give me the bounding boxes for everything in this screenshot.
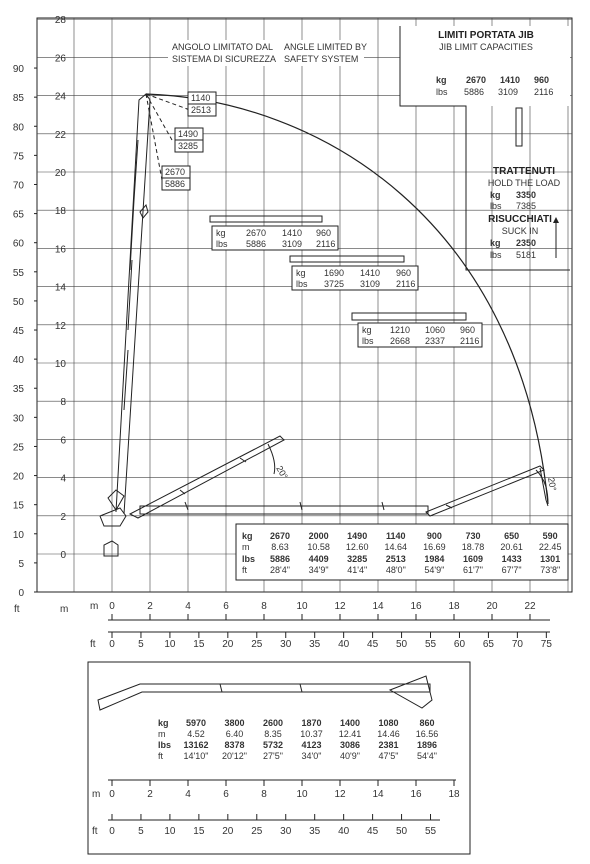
svg-text:1410: 1410 — [282, 228, 303, 238]
lower-x-ft-tick: 40 — [338, 826, 350, 837]
jib-title-en: JIB LIMIT CAPACITIES — [439, 42, 533, 52]
lower-x-ft-tick: 35 — [309, 826, 321, 837]
angle-label-tip: 20° — [546, 476, 559, 492]
mid-box-2 — [292, 266, 418, 290]
svg-text:2337: 2337 — [425, 336, 446, 346]
x-ft-tick: 15 — [193, 639, 205, 650]
svg-text:1060: 1060 — [425, 325, 446, 335]
y-m-unit: m — [60, 604, 69, 615]
tip-load-1140 — [188, 92, 216, 116]
boom-tip — [426, 466, 544, 516]
main-table-cell: 590 — [542, 531, 558, 541]
lower-x-m-tick: 18 — [448, 789, 460, 800]
lower-table-cell: 47'5" — [378, 751, 399, 761]
svg-text:960: 960 — [534, 75, 550, 85]
jib-panel — [400, 26, 570, 270]
boom-level-2 — [290, 256, 404, 262]
y-ft-tick: 35 — [12, 384, 24, 396]
y-m-tick: 10 — [54, 359, 66, 370]
lower-table-cell: 5732 — [262, 740, 284, 750]
lower-table-cell: 4.52 — [187, 729, 205, 739]
y-ft-tick: 85 — [12, 93, 24, 105]
y-m-tick: 16 — [54, 244, 66, 256]
lower-x-m-tick: 10 — [296, 789, 308, 800]
y-m-tick: 8 — [60, 397, 66, 409]
y-ft-tick: 45 — [12, 326, 24, 338]
x-ft-tick: 55 — [424, 639, 437, 650]
lower-table-cell: 2600 — [262, 718, 284, 728]
main-table-cell: 5886 — [269, 554, 291, 564]
y-m-tick: 0 — [60, 550, 66, 561]
mid-box-1 — [212, 226, 338, 250]
y-m-tick: 12 — [54, 320, 66, 332]
main-table-cell: 2000 — [308, 531, 329, 541]
svg-text:lbs: lbs — [362, 336, 374, 346]
lower-x-ft-tick: 50 — [395, 826, 408, 837]
x-ft-tick: 20 — [222, 639, 234, 650]
y-m-tick: 18 — [54, 206, 66, 218]
main-table-cell: 10.58 — [307, 542, 330, 552]
y-m-tick: 14 — [54, 282, 66, 294]
lower-x-ft-tick: 20 — [222, 826, 234, 837]
main-table-row-label: ft — [242, 565, 248, 575]
svg-text:2670: 2670 — [165, 167, 186, 177]
boom-level-1 — [210, 216, 322, 222]
lower-table-cell: 16.56 — [415, 729, 439, 739]
y-ft-tick: 10 — [12, 529, 24, 541]
lower-ft-unit: ft — [92, 826, 98, 837]
y-ft-tick: 5 — [18, 558, 24, 570]
svg-text:5886: 5886 — [165, 179, 186, 189]
svg-text:2116: 2116 — [534, 87, 554, 97]
main-table-cell: 41'4" — [347, 565, 368, 575]
lower-x-ft-tick: 55 — [424, 826, 437, 837]
lower-table-cell: 5970 — [185, 718, 207, 728]
main-table-cell: 3285 — [347, 554, 368, 564]
lower-table-cell: 8.35 — [264, 729, 282, 739]
svg-text:kg: kg — [296, 268, 306, 278]
main-table-cell: 730 — [465, 531, 481, 541]
lower-x-ft-tick: 30 — [280, 826, 292, 837]
y-m-tick: 28 — [54, 15, 66, 27]
main-table-cell: 1301 — [540, 554, 561, 564]
x-ft-tick: 70 — [511, 639, 523, 650]
x-ft-tick: 0 — [109, 639, 115, 650]
x-m-tick: 4 — [185, 601, 191, 612]
x-ft-tick: 10 — [164, 639, 176, 650]
lower-table-cell: 3086 — [339, 740, 361, 750]
lower-table-cell: 1400 — [339, 718, 361, 728]
y-ft-tick: 0 — [18, 588, 24, 599]
angle-label-raised: 20° — [274, 464, 290, 481]
svg-text:5886: 5886 — [246, 239, 267, 249]
lower-x-ft-tick: 15 — [193, 826, 205, 837]
main-table-cell: 650 — [504, 531, 520, 541]
angle-limit-en-2: SAFETY SYSTEM — [284, 54, 359, 64]
svg-text:1490: 1490 — [178, 129, 199, 139]
svg-text:3109: 3109 — [360, 279, 381, 289]
boom-drawings — [98, 62, 559, 710]
main-table-cell: 1984 — [424, 554, 445, 564]
x-m-tick: 2 — [147, 601, 153, 612]
x-m-tick: 8 — [261, 601, 267, 612]
svg-text:lbs: lbs — [490, 201, 502, 211]
x-m-tick: 14 — [372, 601, 384, 612]
svg-text:960: 960 — [396, 268, 412, 278]
x-m-tick: 22 — [524, 601, 536, 612]
main-table-row-label: m — [242, 542, 250, 552]
lower-m-unit: m — [92, 789, 101, 800]
x-ft-unit: ft — [90, 639, 96, 650]
hold-title-en: HOLD THE LOAD — [487, 178, 561, 188]
x-ft-tick: 75 — [540, 639, 552, 650]
main-table-cell: 20.61 — [500, 542, 523, 552]
svg-text:1410: 1410 — [500, 75, 521, 85]
main-table-cell: 12.60 — [345, 542, 369, 552]
main-table-cell: 1140 — [386, 531, 406, 541]
y-ft-tick: 15 — [12, 500, 24, 512]
main-table-row-label: kg — [242, 531, 253, 541]
x-m-tick: 20 — [486, 601, 498, 612]
y-m-tick: 22 — [54, 129, 66, 141]
y-ft-unit: ft — [14, 604, 20, 615]
svg-text:2668: 2668 — [390, 336, 411, 346]
x-ft-tick: 25 — [251, 639, 263, 650]
main-table-cell: 18.78 — [461, 542, 485, 552]
lower-table-cell: 1870 — [301, 718, 322, 728]
lower-table-cell: 14.46 — [377, 729, 400, 739]
svg-text:1690: 1690 — [324, 268, 345, 278]
y-ft-tick: 50 — [12, 296, 24, 308]
main-table-cell: 1433 — [501, 554, 522, 564]
lower-table-cell: 860 — [419, 718, 435, 728]
svg-text:3109: 3109 — [282, 239, 303, 249]
svg-text:2513: 2513 — [191, 105, 212, 115]
svg-text:lbs: lbs — [490, 250, 502, 260]
y-ft-tick: 70 — [12, 180, 24, 192]
main-table-cell: 54'9" — [424, 565, 445, 575]
lower-table-cell: 8378 — [224, 740, 245, 750]
main-table-cell: 48'0" — [385, 565, 406, 575]
lower-table-cell: 20'12" — [222, 751, 247, 761]
svg-text:2116: 2116 — [396, 279, 416, 289]
lower-x-ft-tick: 0 — [109, 826, 115, 837]
svg-text:lbs: lbs — [296, 279, 308, 289]
svg-text:kg: kg — [362, 325, 372, 335]
main-table-cell: 28'4" — [270, 565, 290, 575]
lower-x-m-tick: 2 — [147, 789, 153, 800]
y-m-tick: 4 — [60, 473, 66, 485]
y-m-tick: 24 — [54, 91, 66, 103]
y-ft-tick: 55 — [12, 267, 24, 279]
lower-x-ft-tick: 5 — [138, 826, 144, 837]
lower-table-cell: 27'5" — [263, 751, 283, 761]
main-table-cell: 22.45 — [538, 542, 562, 552]
x-ft-tick: 50 — [395, 639, 408, 650]
lower-table-cell: 40'9" — [340, 751, 360, 761]
svg-text:1210: 1210 — [390, 325, 411, 335]
svg-text:3285: 3285 — [178, 141, 199, 151]
main-capacity-table — [236, 524, 568, 580]
lower-table-cell: 3800 — [224, 718, 245, 728]
lower-table-cell: 6.40 — [225, 729, 244, 739]
lower-x-m-tick: 4 — [185, 789, 191, 800]
y-ft-tick: 40 — [12, 355, 24, 367]
svg-text:1410: 1410 — [360, 268, 381, 278]
y-ft-tick: 60 — [12, 238, 24, 250]
x-ft-tick: 5 — [138, 639, 144, 650]
main-table-cell: 900 — [426, 531, 442, 541]
x-m-tick: 12 — [334, 601, 346, 612]
boom-horizontal — [140, 506, 428, 514]
svg-text:2350: 2350 — [516, 238, 537, 248]
lower-table-cell: 1080 — [378, 718, 399, 728]
y-ft-tick: 80 — [12, 122, 24, 134]
x-ft-tick: 35 — [309, 639, 321, 650]
suck-title-it: RISUCCHIATI — [488, 214, 552, 225]
main-table-row-label: lbs — [242, 554, 256, 564]
svg-text:kg: kg — [436, 75, 447, 85]
main-table-cell: 34'9" — [308, 565, 329, 575]
lower-table-cell: 13162 — [183, 740, 209, 750]
jib-title-it: LIMITI PORTATA JIB — [438, 30, 534, 41]
y-m-tick: 26 — [54, 53, 66, 65]
lower-x-m-tick: 12 — [334, 789, 346, 800]
main-table-cell: 2670 — [269, 531, 291, 541]
y-m-tick: 20 — [54, 168, 66, 179]
y-ft-tick: 90 — [12, 64, 24, 76]
main-table-cell: 67'7" — [501, 565, 522, 575]
angle-limit-it-2: SISTEMA DI SICUREZZA — [172, 54, 277, 64]
angle-limit-it-1: ANGOLO LIMITATO DAL — [172, 42, 274, 52]
svg-text:7385: 7385 — [516, 201, 537, 211]
lower-x-m-tick: 0 — [109, 789, 115, 800]
mid-box-3 — [358, 323, 482, 347]
angle-limit-en-1: ANGLE LIMITED BY — [284, 42, 368, 52]
x-m-tick: 18 — [448, 601, 460, 612]
lower-table-cell: 34'0" — [301, 751, 322, 761]
lower-table-cell: 2381 — [378, 740, 399, 750]
svg-text:5886: 5886 — [464, 87, 485, 97]
main-table-cell: 16.69 — [423, 542, 446, 552]
main-table-cell: 8.63 — [271, 542, 289, 552]
main-table-cell: 4409 — [308, 554, 329, 564]
svg-text:2116: 2116 — [316, 239, 336, 249]
lower-x-m-tick: 8 — [261, 789, 267, 800]
hold-title-it: TRATTENUTI — [492, 166, 556, 177]
reach-envelope-arc — [146, 94, 548, 504]
jib-sketch-vertical — [516, 108, 522, 146]
x-ft-tick: 60 — [453, 639, 466, 650]
svg-text:3725: 3725 — [324, 279, 345, 289]
svg-text:1140: 1140 — [191, 93, 211, 103]
lower-table-cell: 14'10" — [183, 751, 209, 761]
lower-table-cell: 4123 — [301, 740, 322, 750]
x-m-tick: 10 — [296, 601, 308, 612]
x-ft-tick: 65 — [482, 639, 494, 650]
lower-x-m-tick: 14 — [372, 789, 384, 800]
main-table-cell: 2513 — [385, 554, 406, 564]
boom-level-3 — [352, 313, 466, 320]
svg-text:5181: 5181 — [516, 250, 537, 260]
crane-base — [100, 490, 126, 556]
lower-x-m-tick: 16 — [410, 789, 422, 800]
y-m-tick: 6 — [60, 435, 66, 447]
svg-text:kg: kg — [490, 238, 501, 248]
lower-x-ft-tick: 45 — [367, 826, 379, 837]
lower-table-row-label: ft — [158, 751, 164, 761]
suck-title-en: SUCK IN — [501, 226, 539, 236]
svg-text:kg: kg — [216, 228, 226, 238]
x-ft-tick: 45 — [367, 639, 379, 650]
labels — [162, 26, 570, 492]
lower-chart — [88, 662, 470, 854]
y-ft-tick: 25 — [12, 442, 24, 454]
svg-text:lbs: lbs — [436, 87, 448, 97]
svg-text:3109: 3109 — [498, 87, 519, 97]
lower-table-row-label: m — [158, 729, 166, 739]
lower-table-cell: 54'4" — [417, 751, 437, 761]
svg-text:2670: 2670 — [246, 228, 267, 238]
tip-load-2670 — [162, 166, 190, 190]
lower-table-row-label: lbs — [158, 740, 172, 750]
boom-vertical — [116, 94, 150, 514]
main-table-cell: 14.64 — [384, 542, 408, 552]
svg-text:960: 960 — [460, 325, 476, 335]
lower-table-cell: 12.41 — [338, 729, 362, 739]
lower-x-ft-tick: 25 — [251, 826, 263, 837]
x-ft-tick: 30 — [280, 639, 292, 650]
lower-x-m-tick: 6 — [223, 789, 229, 800]
svg-text:3350: 3350 — [516, 190, 537, 200]
lower-x-ft-tick: 10 — [164, 826, 176, 837]
x-m-tick: 6 — [223, 601, 229, 612]
svg-text:2116: 2116 — [460, 336, 480, 346]
svg-text:lbs: lbs — [216, 239, 228, 249]
main-table-cell: 73'8" — [540, 565, 561, 575]
y-ft-tick: 75 — [12, 151, 24, 163]
y-ft-tick: 30 — [12, 413, 24, 425]
svg-text:kg: kg — [490, 190, 501, 200]
lower-table-cell: 10.37 — [300, 729, 323, 739]
x-ft-tick: 40 — [338, 639, 350, 650]
lower-boom — [98, 684, 430, 710]
x-m-tick: 16 — [410, 601, 422, 612]
x-m-tick: 0 — [109, 601, 115, 612]
main-table-cell: 61'7" — [463, 565, 483, 575]
lower-table-row-label: kg — [158, 718, 169, 728]
x-m-unit: m — [90, 601, 99, 612]
y-m-tick: 2 — [60, 511, 66, 523]
main-table-cell: 1609 — [462, 554, 484, 564]
svg-text:960: 960 — [316, 228, 332, 238]
y-ft-tick: 65 — [12, 209, 24, 221]
svg-text:2670: 2670 — [466, 75, 487, 85]
main-table-cell: 1490 — [347, 531, 368, 541]
y-ft-tick: 20 — [12, 471, 24, 483]
lower-table-cell: 1896 — [416, 740, 438, 750]
tip-load-1490 — [175, 128, 203, 152]
